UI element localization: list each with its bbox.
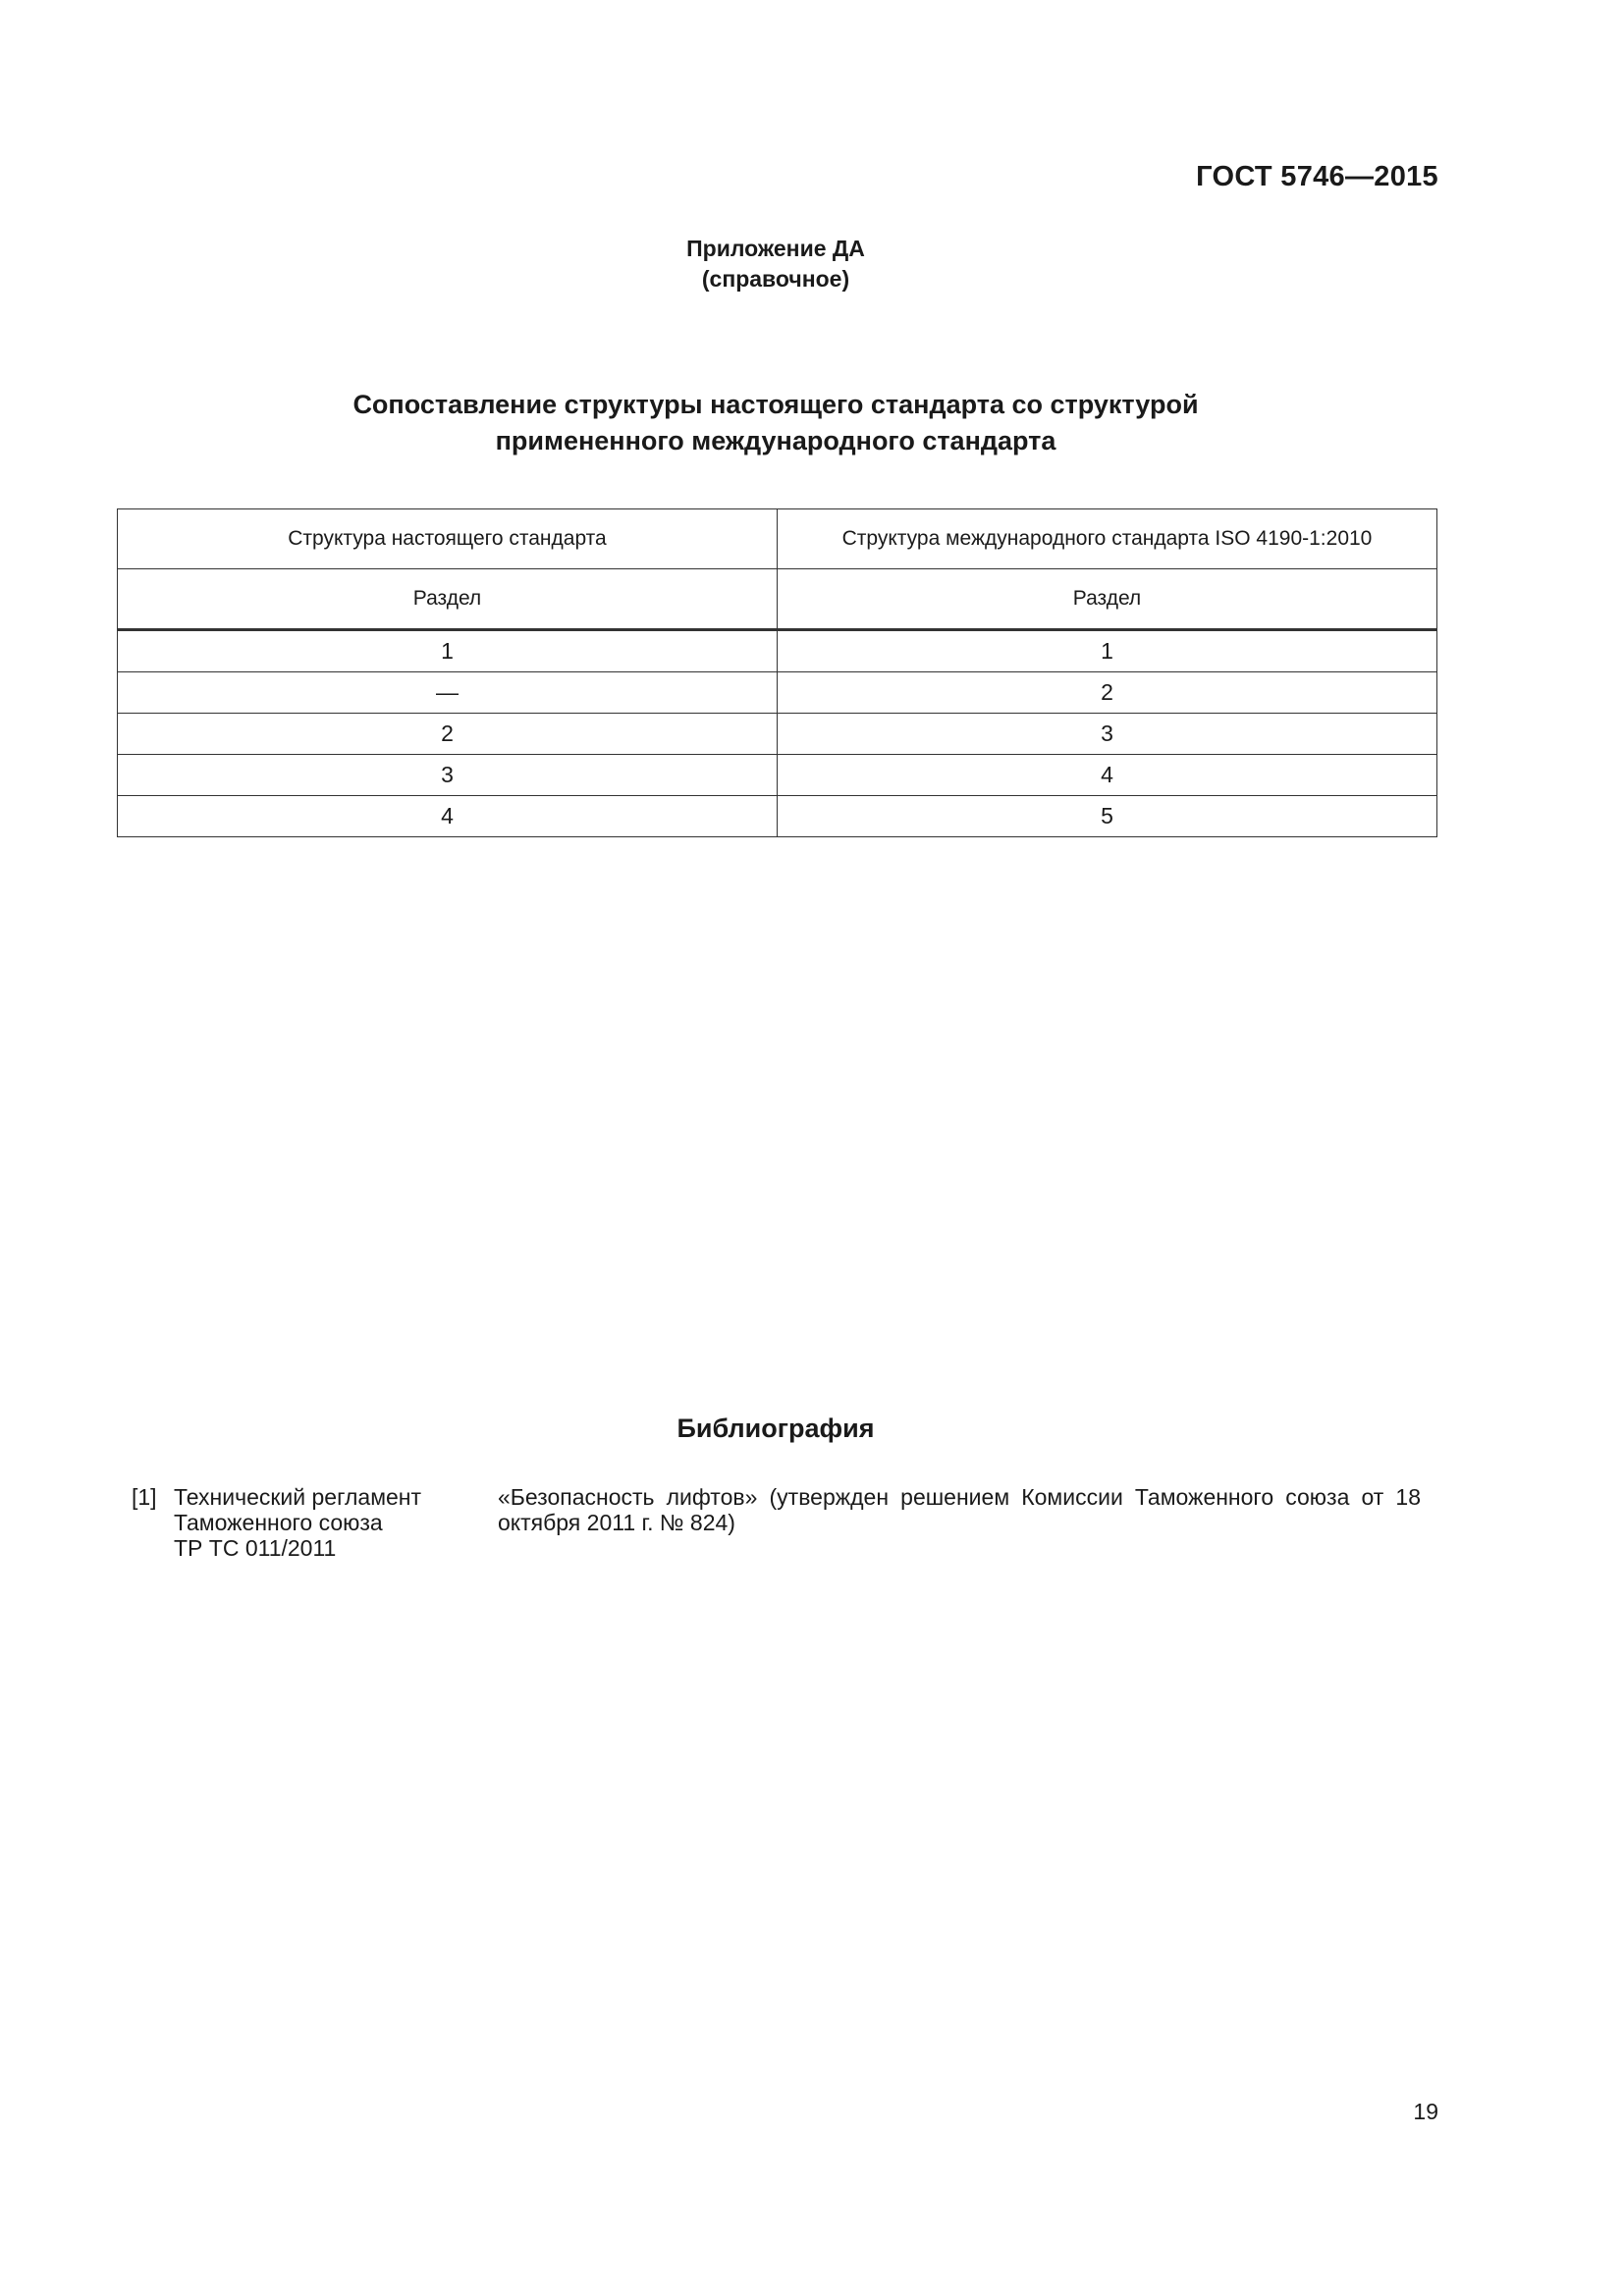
column-header-national: Структура настоящего стандарта xyxy=(118,509,778,569)
structure-comparison-table xyxy=(117,508,1437,837)
table-row xyxy=(118,672,1437,714)
subheader-international: Раздел xyxy=(778,569,1437,630)
table-cell: 1 xyxy=(778,630,1437,672)
table-header-row xyxy=(118,509,1437,569)
document-code: ГОСТ 5746—2015 xyxy=(1196,161,1438,192)
bibliography-doc-line: ТР ТС 011/2011 xyxy=(174,1535,337,1561)
bibliography-entry-number: [1] xyxy=(132,1484,157,1510)
column-header-international: Структура международного стандарта ISO 4190-1:2010 xyxy=(778,509,1437,569)
table-cell: — xyxy=(118,672,778,714)
page-number: 19 xyxy=(1413,2099,1438,2124)
bibliography-entry-description: «Безопасность лифтов» (утвержден решением Комиссии Таможенного союза от 18 октября 2011 г. № 824) xyxy=(498,1484,1421,1535)
bibliography-doc-line: Технический регламент xyxy=(174,1484,422,1510)
table-title-line-1: Сопоставление структуры настоящего стандарта со структурой xyxy=(352,390,1199,419)
table-row xyxy=(118,755,1437,796)
bibliography-entry-document xyxy=(174,1484,459,1561)
table-cell: 4 xyxy=(778,755,1437,796)
table-subheader-row xyxy=(118,569,1437,630)
table-cell: 2 xyxy=(118,714,778,755)
table-cell: 1 xyxy=(118,630,778,672)
table-title xyxy=(0,387,1551,459)
subheader-national: Раздел xyxy=(118,569,778,630)
appendix-heading xyxy=(0,234,1551,294)
table-row xyxy=(118,630,1437,672)
table-title-line-2: примененного международного стандарта xyxy=(495,426,1056,455)
table-cell: 2 xyxy=(778,672,1437,714)
table-cell: 3 xyxy=(778,714,1437,755)
appendix-title: Приложение ДА xyxy=(686,236,865,261)
bibliography-doc-line: Таможенного союза xyxy=(174,1510,383,1535)
table-row xyxy=(118,714,1437,755)
appendix-subtitle: (справочное) xyxy=(701,266,850,292)
table-cell: 4 xyxy=(118,796,778,837)
table-cell: 5 xyxy=(778,796,1437,837)
bibliography-title: Библиография xyxy=(676,1414,875,1443)
table-row xyxy=(118,796,1437,837)
table-cell: 3 xyxy=(118,755,778,796)
